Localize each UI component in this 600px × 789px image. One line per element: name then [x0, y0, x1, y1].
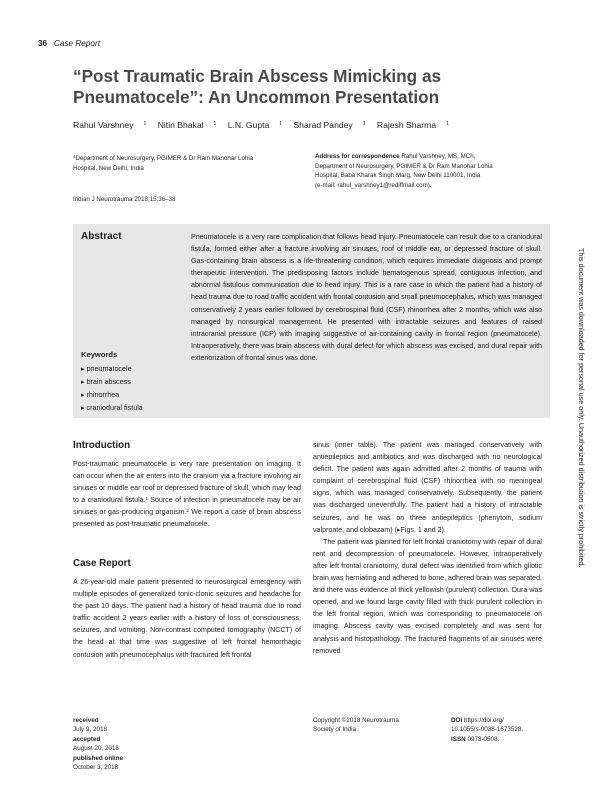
abstract-heading: Abstract [81, 231, 122, 242]
journal-citation: Indian J Neurotrauma 2018;15:36–38 [73, 196, 176, 203]
keyword: ▸ pneumatocele [81, 363, 143, 376]
article-dates: received July 9, 2018 accepted August 20, 2018 published online October 3, 2018 [73, 717, 124, 772]
right-column-text: sinus (inner table). The patient was managed conservatively with antiepileptics and antibiotics and was discharged with no neurological deficit. The patient was again admitted after 2 months of trauma with complaint of cerebrospinal fluid (CSF) rhinorrhea with no meningeal signs, which was managed conservatively. Subsequently, the patient was discharged uneventfully. The patient had a history of intractable seizures, and he was on three antiepileptics (phenytoin, sodium valproate, and clobazam) (▸Figs. 1 and 2). The patient was planned for left frontal craniotomy with repair of dural rent and decompression of pneumatocele. However, intraoperatively after left frontal craniotomy, dural defect was identified from which gliotic brain was herniating and adhered to bone, adhered brain was separated, and there was evidence of thick yellowish (purulent) collection. Dura was opened, and we found large cavity filled with thick purulent collection in the left frontal region, which was corresponding to pneumatocele on imaging. Abscess cavity was excised completely and was sent for analysis and histopathology. The fractured fragments of air sinuses were removed [313, 441, 542, 655]
author: Rahul Varshney $^1$ [73, 120, 147, 130]
keyword: ▸ rhinorrhea [81, 389, 143, 402]
doi-issn: DOI https://doi.org/ 10.1055/s-0038-1673528. ISSN 0973-0508. [451, 717, 524, 743]
affiliation: $^1$Department of Neurosurgery, PGIMER & Dr Ram Manohar Lohia Hospital, New Delhi, India [73, 154, 254, 172]
keywords-list [81, 363, 143, 415]
section-label: Case Report [54, 39, 100, 48]
download-notice: This document was downloaded for personal use only. Unauthorized distribution is strictly prohibited. [577, 248, 586, 568]
author: L.N. Gupta $^1$ [227, 120, 283, 130]
author-list [73, 120, 458, 130]
author: Rajesh Sharma $^1$ [376, 120, 449, 130]
correspondence-address: Address for correspondence Rahul Varshney, MS, MCh, Department of Neurosurgery, PGIMER & Dr Ram Manohar Lohia Hospital, Baba Kharak Singh Marg, New Delhi 110001, India (e-mail: rahul_varshney1@rediffmail.com). [315, 153, 493, 189]
author: Sharad Pandey $^1$ [293, 120, 366, 130]
introduction-text: Post-traumatic pneumatocele is very rare presentation on imaging. It can occur when the air enters into the cranium via a fracture involving air sinuses or middle ear roof or depressed fracture of skull, which may lead to a craniodural fistula.¹ Source of infection in pneumatocele may be air sinuses or gas-producing organism.² We report a case of brain abscess presented as post-traumatic pneumatocele. [73, 460, 301, 529]
abstract-text: Pneumatocele is a very rare complication that follows head injury. Pneumatocele can result due to a craniodural fistula, formed either after a fracture involving air sinuses, roof of middle ear, or depressed fracture of skull. Gas-containing brain abscess is a life-threatening condition, which requires immediate diagnosis and prompt therapeutic intervention. The predisposing factors include hematogenous spread, contiguous infection, and abnormal fistulous communication due to head injury. This is a rare case in which the patient had a history of head trauma due to road traffic accident with frontal contusion and small pneumocephalus, which was managed conservatively 2 years earlier followed by cerebrospinal fluid (CSF) rhinorrhea after 2 months, which was also managed by nonsurgical management. He presented with intractable seizures and features of raised intracranial pressure (ICP) with imaging suggestive of air-containing cavity in frontal region (pneumatocele). Intraoperatively, there was brain abscess with dural defect for which abscess was excised, and dural repair with exteriorization of frontal sinus was done. [191, 233, 542, 362]
keyword: ▸ craniodural fistula [81, 402, 143, 415]
doi-link[interactable]: https://doi.org/ [463, 717, 504, 724]
introduction-heading: Introduction [73, 440, 131, 451]
page-number: 36 [38, 39, 48, 48]
article-title: “Post Traumatic Brain Abscess Mimicking as Pneumatocele”: An Uncommon Presentation [73, 66, 442, 107]
case-report-heading: Case Report [73, 558, 131, 569]
author: Nitin Bhakal $^1$ [157, 120, 217, 130]
case-report-text: A 26-year-old male patient presented to neurosurgical emergency with multiple episodes of generalized tonic-clonic seizures and headache for the past 10 days. The patient had a history of head trauma due to road traffic accident 2 years earlier with a history of loss of consciousness, seizures, and vomiting. Non-contrast computed tomography (NCCT) of the head at that time was suggestive of left frontal hemorrhagic contusion with pneumocephalus with fractured left frontal [73, 578, 301, 659]
keywords-heading: Keywords [81, 350, 118, 359]
copyright: Copyright ©2018 Neurotrauma Society of India [313, 717, 399, 734]
keyword: ▸ brain abscess [81, 376, 143, 389]
